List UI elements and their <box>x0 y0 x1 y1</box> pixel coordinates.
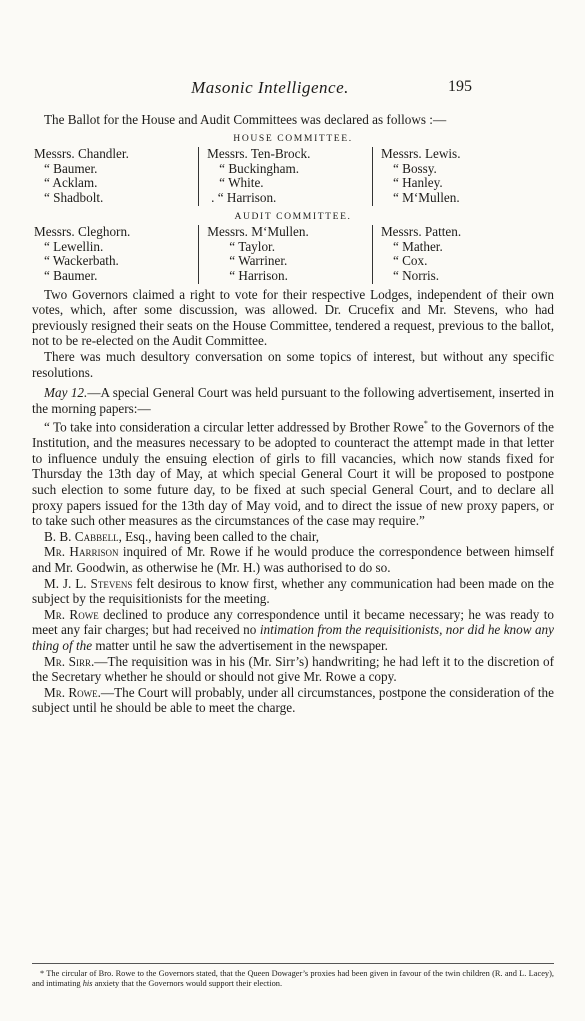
paragraph-chair-text: , Esq., having been called to the chair, <box>118 528 320 544</box>
committee-member: “ Acklam. <box>44 175 98 191</box>
committee-member: “ Lewellin. <box>44 238 104 254</box>
committee-member: “ Baumer. <box>44 267 98 283</box>
audit-committee-column-2 <box>199 225 373 283</box>
footnote-text-b: anxiety that the Governors would support their election. <box>92 979 283 989</box>
article-body <box>32 112 554 716</box>
paragraph-harrison <box>32 544 554 575</box>
paragraph-stevens-text: felt desirous to know first, whether any communication had been made on the subject by the requisitionists for the meeting. <box>32 575 554 607</box>
committee-member: “ Mather. <box>392 238 443 254</box>
committee-member: “ White. <box>219 175 264 191</box>
committee-member: Messrs. Ten-Brock. <box>207 146 311 162</box>
footnote <box>32 969 554 990</box>
house-committee-column-1 <box>34 147 199 205</box>
paragraph-rowe-text-a: declined to produce any correspondence until it became necessary; he was ready to meet any fair charges; but had received no <box>32 606 554 638</box>
intro-paragraph: The Ballot for the House and Audit Committees was declared as follows :— <box>44 112 447 127</box>
advertisement-text-start: “ To take into consideration a circular letter addressed by Brother Rowe <box>44 419 424 435</box>
footnote-divider <box>32 963 554 964</box>
running-head <box>0 78 585 102</box>
speaker-name: B. B. Cabbell <box>44 528 119 544</box>
speaker-name: Mr. Rowe <box>44 606 99 622</box>
committee-member: “ Norris. <box>392 267 440 283</box>
committee-member: Messrs. Patten. <box>380 224 462 240</box>
paragraph-chair <box>32 529 554 545</box>
page-number: 195 <box>448 78 472 95</box>
audit-committee-heading: AUDIT COMMITTEE. <box>234 210 352 222</box>
audit-committee-column-3 <box>372 225 544 283</box>
speaker-name: M. J. L. Stevens <box>44 575 133 591</box>
paragraph-may-12-text: —A special General Court was held pursuant to the following advertisement, inserted in the morning papers:— <box>32 385 555 416</box>
paragraph-rowe-court-text: .—The Court will probably, under all circumstances, postpone the consideration of the subject until he should be able to meet the charge. <box>32 684 554 716</box>
running-title: Masonic Intelligence. <box>191 78 349 97</box>
paragraph-advertisement <box>32 416 554 529</box>
paragraph-sirr-text: .—The requisition was in his (Mr. Sirr’s) handwriting; he had left it to the discretion of the Secretary whether he should or should not give Mr. Rowe a copy. <box>32 653 554 685</box>
paragraph-governors: Two Governors claimed a right to vote for their respective Lodges, independent of their own votes, which, after some discussion, was allowed. Dr. Crucefix and Mr. Stevens, who had previously resigned their seats on the House Committee, tendered a request, previous to the ballot, not to be re-elected on the Audit Committee. <box>32 286 554 349</box>
paragraph-sirr <box>32 654 554 685</box>
house-committee-column-2 <box>199 147 373 205</box>
paragraph-harrison-text: inquired of Mr. Rowe if he would produce the correspondence between himself and Mr. Goodwin, as otherwise he (Mr. H.) was authorised to do so. <box>32 544 554 576</box>
committee-member: “ Cox. <box>392 253 428 269</box>
committee-member: “ Harrison. <box>229 267 288 283</box>
paragraph-rowe-text-b: matter until he saw the advertisement in the newspaper. <box>92 637 388 653</box>
speaker-name: Mr. Harrison <box>44 544 119 560</box>
footnote-italic: his <box>82 979 93 989</box>
house-committee-column-3 <box>373 147 545 205</box>
footnote-text-a: * The circular of Bro. Rowe to the Governors stated, that the Queen Dowager’s proxies had been given in favour of the twin children (R. and L. Lacey), and intimating <box>32 969 554 989</box>
committee-member: “ Bossy. <box>393 160 437 176</box>
committee-member: Messrs. M‘Mullen. <box>207 224 309 240</box>
committee-member: Messrs. Cleghorn. <box>34 224 131 240</box>
committee-member: . “ Harrison. <box>211 189 277 205</box>
house-committee-table <box>34 147 544 205</box>
paragraph-rowe-court <box>32 685 554 716</box>
audit-committee-column-1 <box>34 225 199 283</box>
footnote-text <box>32 969 554 990</box>
house-committee-heading: HOUSE COMMITTEE. <box>233 132 353 144</box>
committee-member: “ Buckingham. <box>219 160 300 176</box>
advertisement-text-rest: to the Governors of the Institution, and the measures necessary to be adopted to counteract the attempt made in that letter to influence unduly the ensuing election of girls to fill vacancies, which now stands fixed for Thursday the 13th day of May, at which special General Court it will be proposed to postpone such election to some future day, to be fixed at such special General Court, and to declare all proxy papers issued for the 13th day of May void, and to direct the issue of new proxy papers, or to take such other measures as the circumstances of the case may require.” <box>32 419 554 529</box>
committee-member: “ Baumer. <box>44 160 98 176</box>
committee-member: “ Shadbolt. <box>44 189 104 205</box>
paragraph-may-12 <box>32 385 554 416</box>
speaker-name: Mr. Rowe <box>44 684 98 700</box>
committee-member: “ Warriner. <box>229 253 288 269</box>
paragraph-desultory: There was much desultory conversation on some topics of interest, but without any specific resolutions. <box>32 348 554 380</box>
committee-member: “ Hanley. <box>393 175 443 191</box>
paragraph-rowe-declined <box>32 607 554 654</box>
committee-member: Messrs. Lewis. <box>381 146 461 162</box>
date-may-12: May 12. <box>44 385 88 401</box>
committee-member: “ M‘Mullen. <box>393 189 460 205</box>
committee-member: Messrs. Chandler. <box>34 146 129 162</box>
paragraph-rowe-italic: intimation from the requisitionists, nor did he know any thing of the <box>32 622 555 653</box>
committee-member: “ Taylor. <box>229 238 275 254</box>
footnote-mark: * <box>423 419 428 429</box>
committee-member: “ Wackerbath. <box>44 253 119 269</box>
paragraph-stevens <box>32 576 554 607</box>
audit-committee-table <box>34 225 544 283</box>
speaker-name: Mr. Sirr <box>44 653 91 669</box>
